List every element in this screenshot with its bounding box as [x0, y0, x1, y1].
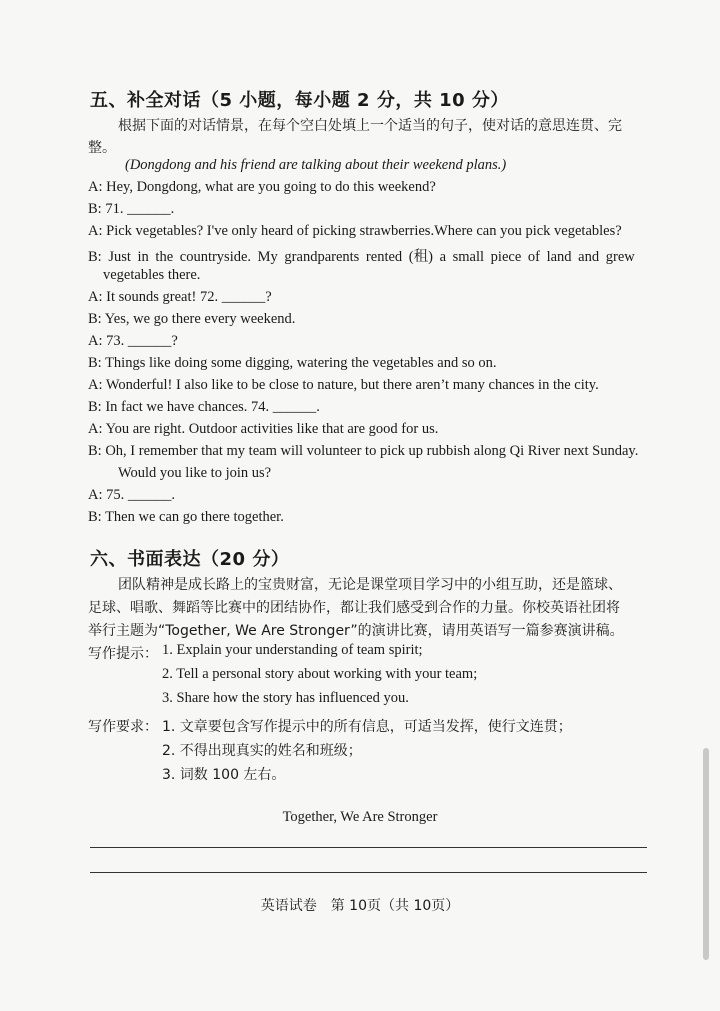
page-footer: 英语试卷 第 10页（共 10页） — [260, 898, 460, 914]
dialogue-line: B: Just in the countryside. My grandparents rented (租) a small piece of land and grew — [88, 249, 635, 265]
essay-title: Together, We Are Stronger — [282, 809, 438, 825]
tip-item: 3. Share how the story has influenced you. — [162, 690, 409, 706]
dialogue-line: A: Pick vegetables? I've only heard of picking strawberries.Where can you pick vegetables? — [88, 223, 622, 239]
requirement-item: 2. 不得出现真实的姓名和班级； — [162, 743, 362, 759]
answer-line — [90, 847, 647, 848]
dialogue-line: A: 73. ______? — [88, 333, 178, 349]
dialogue-line: A: It sounds great! 72. ______? — [88, 289, 272, 305]
dialogue-context: (Dongdong and his friend are talking about their weekend plans.) — [125, 157, 507, 173]
section5-title: 五、补全对话（5 小题，每小题 2 分，共 10 分） — [90, 90, 509, 111]
requirement-item: 3. 词数 100 左右。 — [162, 767, 286, 783]
scrollbar-thumb[interactable] — [703, 748, 709, 960]
tip-item: 1. Explain your understanding of team spirit; — [162, 642, 423, 658]
dialogue-line: A: Wonderful! I also like to be close to nature, but there aren’t many chances in the city. — [88, 377, 599, 393]
dialogue-line: vegetables there. — [103, 267, 201, 283]
dialogue-line: B: Oh, I remember that my team will volunteer to pick up rubbish along Qi River next Sunday. — [88, 443, 639, 459]
dialogue-line: B: Yes, we go there every weekend. — [88, 311, 296, 327]
section6-title: 六、书面表达（20 分） — [90, 549, 290, 570]
section6-paragraph: 足球、唱歌、舞蹈等比赛中的团结协作，都让我们感受到合作的力量。你校英语社团将 — [88, 600, 620, 616]
requirement-item: 1. 文章要包含写作提示中的所有信息，可适当发挥，使行文连贯； — [162, 719, 572, 735]
tips-label: 写作提示： — [88, 646, 158, 662]
section6-paragraph: 举行主题为“Together, We Are Stronger”的演讲比赛，请用英语写一篇参赛演讲稿。 — [88, 623, 624, 639]
dialogue-line: A: You are right. Outdoor activities like that are good for us. — [88, 421, 439, 437]
section6-paragraph: 团队精神是成长路上的宝贵财富，无论是课堂项目学习中的小组互助，还是篮球、 — [118, 577, 622, 593]
dialogue-line: B: Things like doing some digging, watering the vegetables and so on. — [88, 355, 497, 371]
requirements-label: 写作要求： — [88, 719, 158, 735]
dialogue-line: A: Hey, Dongdong, what are you going to do this weekend? — [88, 179, 436, 195]
dialogue-line: A: 75. ______. — [88, 487, 175, 503]
dialogue-line: B: Then we can go there together. — [88, 509, 284, 525]
dialogue-line: B: 71. ______. — [88, 201, 175, 217]
dialogue-line: Would you like to join us? — [118, 465, 272, 481]
tip-item: 2. Tell a personal story about working with your team; — [162, 666, 478, 682]
dialogue-line: B: In fact we have chances. 74. ______. — [88, 399, 320, 415]
section5-instruction-1: 根据下面的对话情景，在每个空白处填上一个适当的句子，使对话的意思连贯、完 — [118, 118, 622, 134]
answer-line — [90, 872, 647, 873]
section5-instruction-2: 整。 — [88, 140, 116, 156]
